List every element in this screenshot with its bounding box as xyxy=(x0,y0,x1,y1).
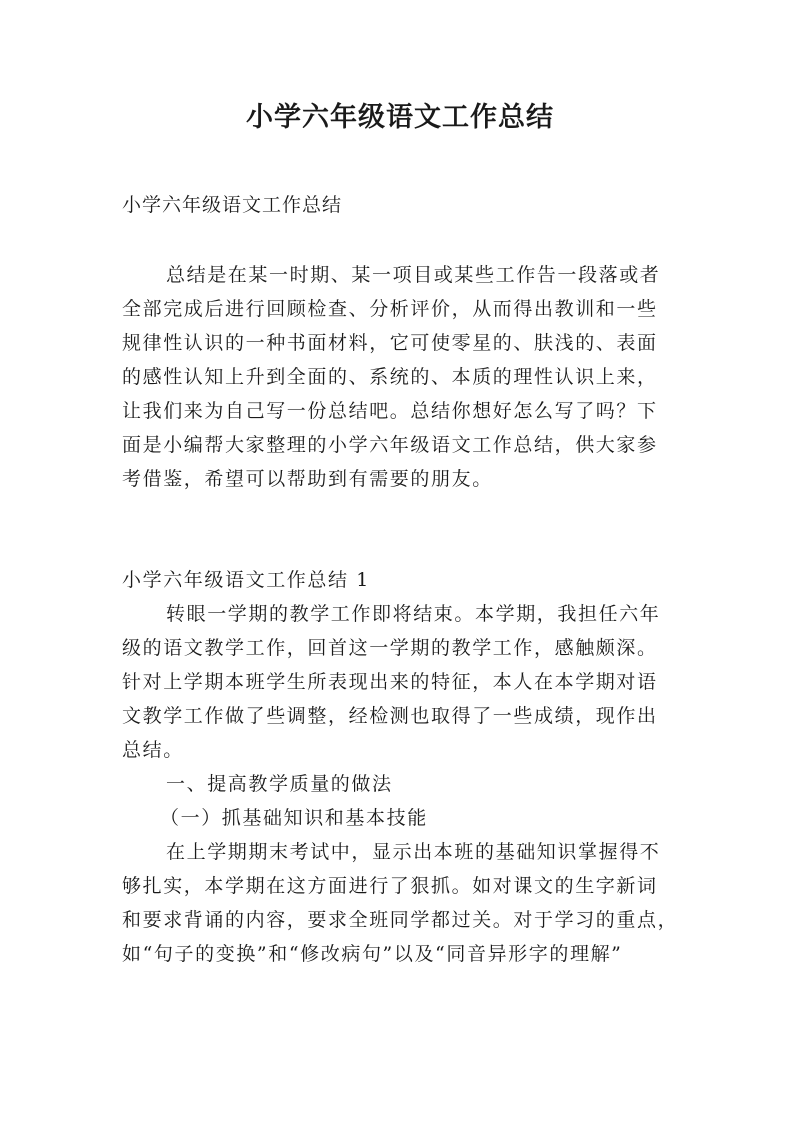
subheading-1-1: （一）抓基础知识和基本技能 xyxy=(160,807,428,829)
body-line: 转眼一学期的教学工作即将结束。本学期，我担任六年 xyxy=(166,603,661,625)
body-line: 和要求背诵的内容，要求全班同学都过关。对于学习的重点， xyxy=(122,909,679,931)
body-line: 文教学工作做了些调整，经检测也取得了一些成绩，现作出 xyxy=(122,705,658,727)
intro-line: 总结是在某一时期、某一项目或某些工作告一段落或者 xyxy=(166,264,661,286)
intro-line: 让我们来为自己写一份总结吧。总结你想好怎么写了吗？下 xyxy=(122,400,658,422)
intro-line: 全部完成后进行回顾检查、分析评价，从而得出教训和一些 xyxy=(122,298,658,320)
section-1 xyxy=(122,563,688,971)
body-line: 针对上学期本班学生所表现出来的特征，本人在本学期对语 xyxy=(122,671,658,693)
intro-line: 考借鉴，希望可以帮助到有需要的朋友。 xyxy=(122,468,493,490)
intro-line: 面是小编帮大家整理的小学六年级语文工作总结，供大家参 xyxy=(122,434,658,456)
document-title: 小学六年级语文工作总结 xyxy=(246,102,554,133)
body-line: 如“句子的变换”和“修改病句”以及“同音异形字的理解” xyxy=(122,943,623,965)
intro-paragraph xyxy=(122,258,688,496)
intro-line: 的感性认知上升到全面的、系统的、本质的理性认识上来， xyxy=(122,366,658,388)
body-line: 总结。 xyxy=(122,739,184,761)
subheading-1: 一、提高教学质量的做法 xyxy=(166,773,393,795)
body-line: 级的语文教学工作，回首这一学期的教学工作，感触颇深。 xyxy=(122,637,658,659)
body-line: 在上学期期末考试中，显示出本班的基础知识掌握得不 xyxy=(166,841,661,863)
body-line: 够扎实，本学期在这方面进行了狠抓。如对课文的生字新词 xyxy=(122,875,658,897)
section-heading: 小学六年级语文工作总结 1 xyxy=(122,569,370,591)
document-subtitle: 小学六年级语文工作总结 xyxy=(122,194,343,216)
intro-line: 规律性认识的一种书面材料，它可使零星的、肤浅的、表面 xyxy=(122,332,658,354)
